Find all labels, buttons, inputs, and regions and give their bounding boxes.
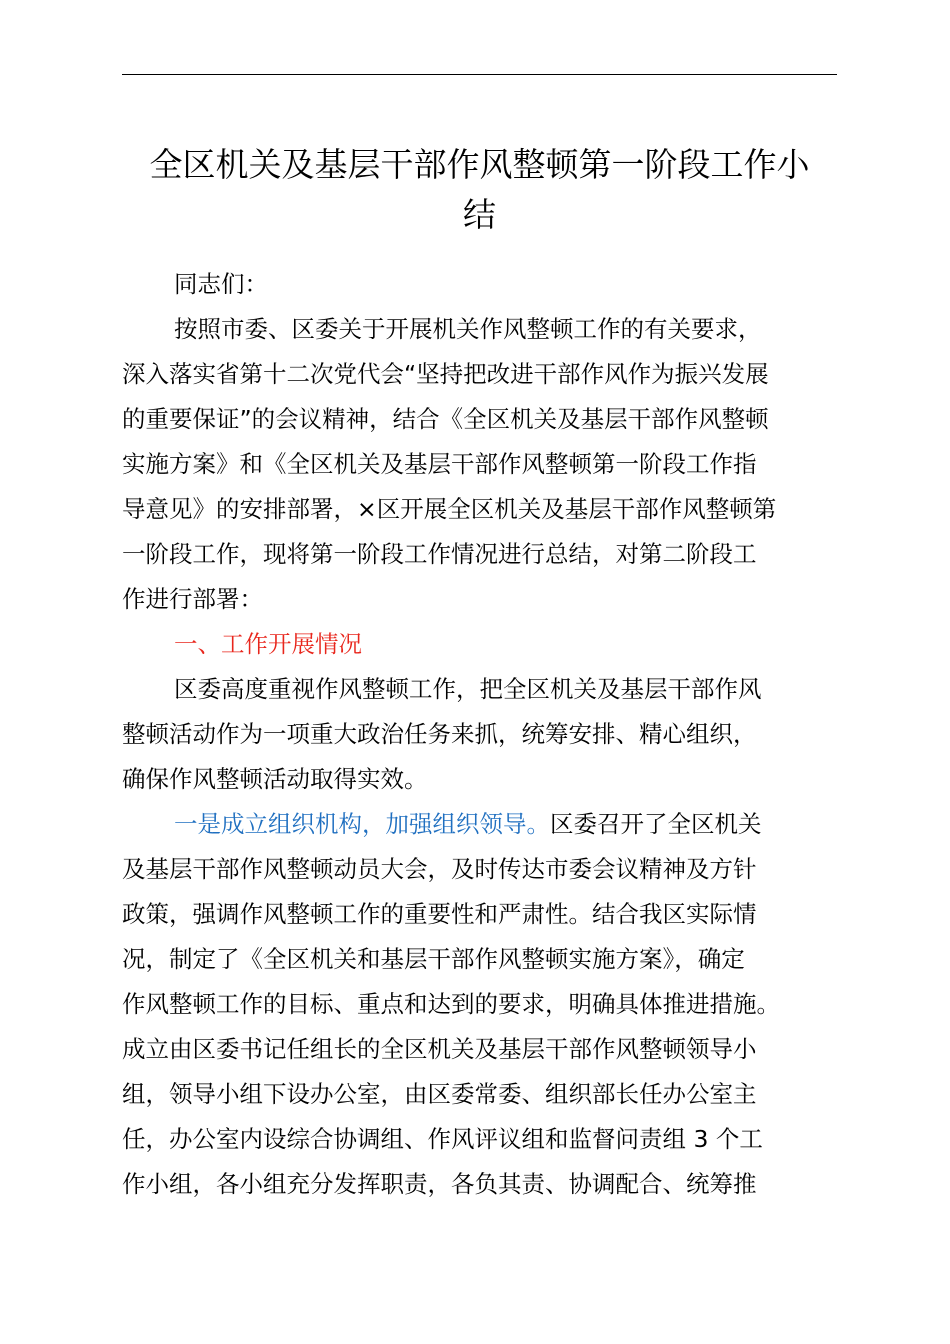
- point-paragraph: [122, 802, 842, 1207]
- paragraph-line: [122, 802, 842, 847]
- intro-paragraph: [122, 307, 842, 622]
- point-lead-rest: 区委召开了全区机关: [550, 810, 762, 838]
- paragraph-line: 政策，强调作风整顿工作的重要性和严肃性。结合我区实际情: [122, 900, 757, 928]
- point-lead: 一是成立组织机构，加强组织领导。: [174, 810, 550, 838]
- paragraph-line: 按照市委、区委关于开展机关作风整顿工作的有关要求，: [174, 315, 762, 343]
- paragraph-line: 组，领导小组下设办公室，由区委常委、组织部长任办公室主: [122, 1080, 757, 1108]
- section-heading-text: 一、工作开展情况: [174, 630, 362, 658]
- paragraph-line: 作进行部署：: [122, 585, 263, 613]
- paragraph-line: 作小组，各小组充分发挥职责，各负其责、协调配合、统筹推: [122, 1170, 757, 1198]
- paragraph-line: 区委高度重视作风整顿工作，把全区机关及基层干部作风: [174, 675, 762, 703]
- paragraph-line: 的重要保证”的会议精神，结合《全区机关及基层干部作风整顿: [122, 405, 769, 433]
- section-heading: [122, 622, 842, 667]
- salutation-text: 同志们：: [174, 270, 268, 298]
- paragraph-line: 实施方案》和《全区机关及基层干部作风整顿第一阶段工作指: [122, 450, 757, 478]
- paragraph-line: 任，办公室内设综合协调组、作风评议组和监督问责组 3 个工: [122, 1125, 763, 1153]
- title-line: 全区机关及基层干部作风整顿第一阶段工作小: [149, 145, 810, 184]
- paragraph-line: 及基层干部作风整顿动员大会，及时传达市委会议精神及方针: [122, 855, 757, 883]
- document-body: [122, 262, 842, 1207]
- paragraph-line: 作风整顿工作的目标、重点和达到的要求，明确具体推进措施。: [122, 990, 780, 1018]
- salutation: [122, 262, 842, 307]
- paragraph-line: 况，制定了《全区机关和基层干部作风整顿实施方案》，确定: [122, 945, 745, 973]
- title-line: 结: [463, 195, 496, 234]
- header-rule: [122, 74, 837, 75]
- paragraph-line: 成立由区委书记任组长的全区机关及基层干部作风整顿领导小: [122, 1035, 757, 1063]
- paragraph-line: 导意见》的安排部署，×区开展全区机关及基层干部作风整顿第: [122, 495, 777, 523]
- paragraph-line: 确保作风整顿活动取得实效。: [122, 765, 428, 793]
- section-paragraph: [122, 667, 842, 802]
- paragraph-line: 一阶段工作，现将第一阶段工作情况进行总结，对第二阶段工: [122, 540, 757, 568]
- paragraph-line: 整顿活动作为一项重大政治任务来抓，统筹安排、精心组织，: [122, 720, 757, 748]
- paragraph-line: 深入落实省第十二次党代会“坚持把改进干部作风作为振兴发展: [122, 360, 769, 388]
- document-title: [122, 140, 837, 240]
